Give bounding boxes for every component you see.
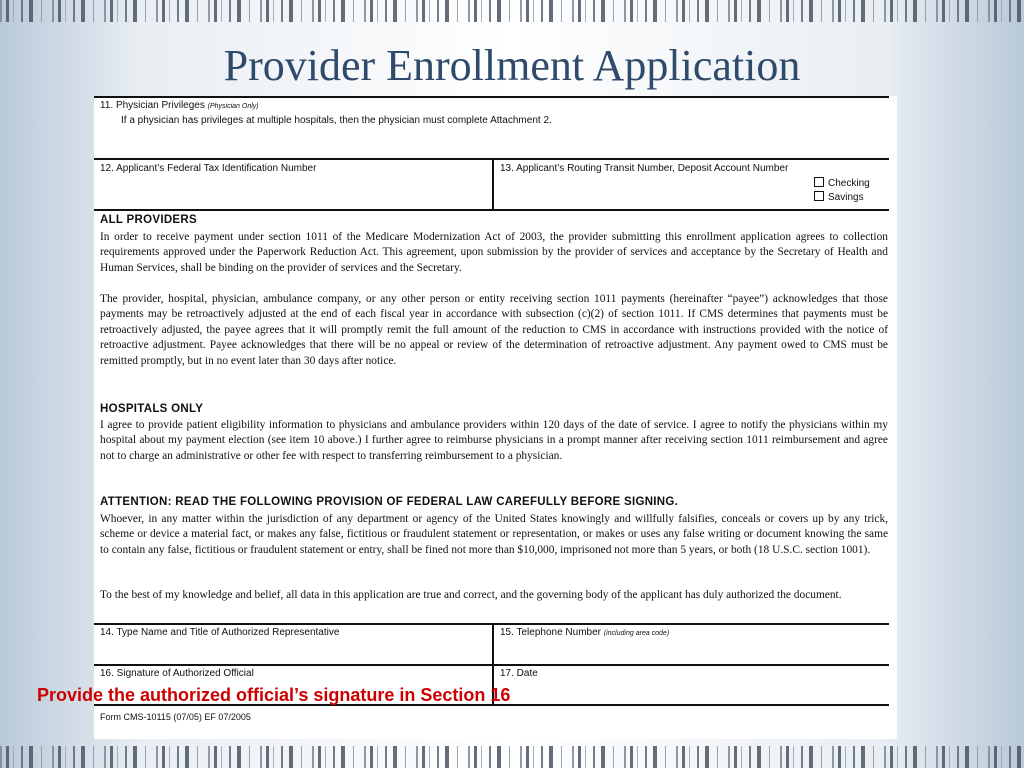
attention-paragraph-2: To the best of my knowledge and belief, all data in this application are true and correct, and the governing body of the applicant has duly authorized the document.	[100, 589, 842, 601]
attention-heading: ATTENTION: READ THE FOLLOWING PROVISION OF FEDERAL LAW CAREFULLY BEFORE SIGNING.	[100, 496, 679, 508]
hospitals-only-paragraph: I agree to provide patient eligibility information to physicians and ambulance providers within 120 days of the date of service. I agree to notify the physicians within my hospital about my payment election (see item 10 above.) I further agree to reimburse physicians in a prompt manner after receiving section 1011 reimbursement and agree not to charge an administrative or other fee with respect to transferring reimbursement to a physician.	[100, 419, 888, 462]
attention-paragraph-1: Whoever, in any matter within the jurisdiction of any department or agency of the United States knowingly and willfully falsifies, conceals or covers up by any trick, scheme or device a material fact, or makes any false, fictitious or fraudulent statement or representation, or makes or uses any false writing or document knowing the same to contain any false, fictitious or fraudulent statement or entry, shall be fined not more than $10,000, imprisoned not more than 5 years, or both (18 U.S.C. section 1001).	[100, 513, 888, 556]
item16-label: 16. Signature of Authorized Official	[100, 668, 254, 679]
form-footer: Form CMS-10115 (07/05) EF 07/2005	[100, 712, 251, 722]
savings-checkbox[interactable]	[814, 191, 824, 201]
item17-label: 17. Date	[500, 668, 538, 679]
form-rule	[94, 664, 889, 666]
item14-label: 14. Type Name and Title of Authorized Representative	[100, 627, 340, 638]
item11-text: If a physician has privileges at multiple hospitals, then the physician must complete Attachment 2.	[121, 115, 552, 126]
checking-checkbox[interactable]	[814, 177, 824, 187]
savings-option[interactable]	[814, 191, 864, 204]
item15-label: 15. Telephone Number	[500, 627, 601, 638]
item15-label-row	[500, 627, 669, 640]
form-rule	[94, 209, 889, 211]
checking-label: Checking	[828, 178, 870, 189]
top-decorative-barcode	[0, 0, 1024, 22]
all-providers-paragraph-2: The provider, hospital, physician, ambulance company, or any other person or entity receiving section 1011 payments (hereinafter “payee”) acknowledges that those payments may be retroactively adjusted at the end of each fiscal year in accordance with subsection (c)(2) of section 1011. If CMS determines that payments must be retroactively adjusted, the payee agrees that it will promptly remit the full amount of the reduction to CMS in accordance with instructions provided with the notice of retroactive adjustment. Payee acknowledges that there will be no appeal or review of the determination of retroactive adjustment. Any payment owed to CMS must be remitted promptly, but in no event later than 30 days after notice.	[100, 293, 888, 367]
item11-label: 11. Physician Privileges	[100, 100, 205, 111]
item13-label: 13. Applicant’s Routing Transit Number, Deposit Account Number	[500, 163, 789, 174]
form-divider	[492, 158, 494, 210]
hospitals-only-heading: HOSPITALS ONLY	[100, 403, 204, 415]
all-providers-paragraph-1: In order to receive payment under section 1011 of the Medicare Modernization Act of 2003, the provider submitting this enrollment application agrees to collection requirements approved under the Paperwork Reduction Act. This agreement, upon submission by the provider of services and acceptance by the Secretary of Health and Human Services, shall be binding on the provider of services and the Secretary.	[100, 231, 888, 274]
form-rule	[94, 96, 889, 98]
slide-title: Provider Enrollment Application	[223, 41, 801, 90]
savings-label: Savings	[828, 192, 864, 203]
item11-label-row	[100, 100, 259, 113]
item12-label: 12. Applicant’s Federal Tax Identification Number	[100, 163, 317, 174]
enrollment-form-image	[94, 96, 897, 739]
instruction-caption: Provide the authorized official’s signature in Section 16	[37, 685, 511, 705]
all-providers-heading: ALL PROVIDERS	[100, 214, 197, 226]
checking-option[interactable]	[814, 177, 870, 190]
bottom-decorative-barcode	[0, 746, 1024, 768]
item15-note: (including area code)	[603, 630, 670, 637]
item11-note: (Physician Only)	[207, 103, 259, 110]
